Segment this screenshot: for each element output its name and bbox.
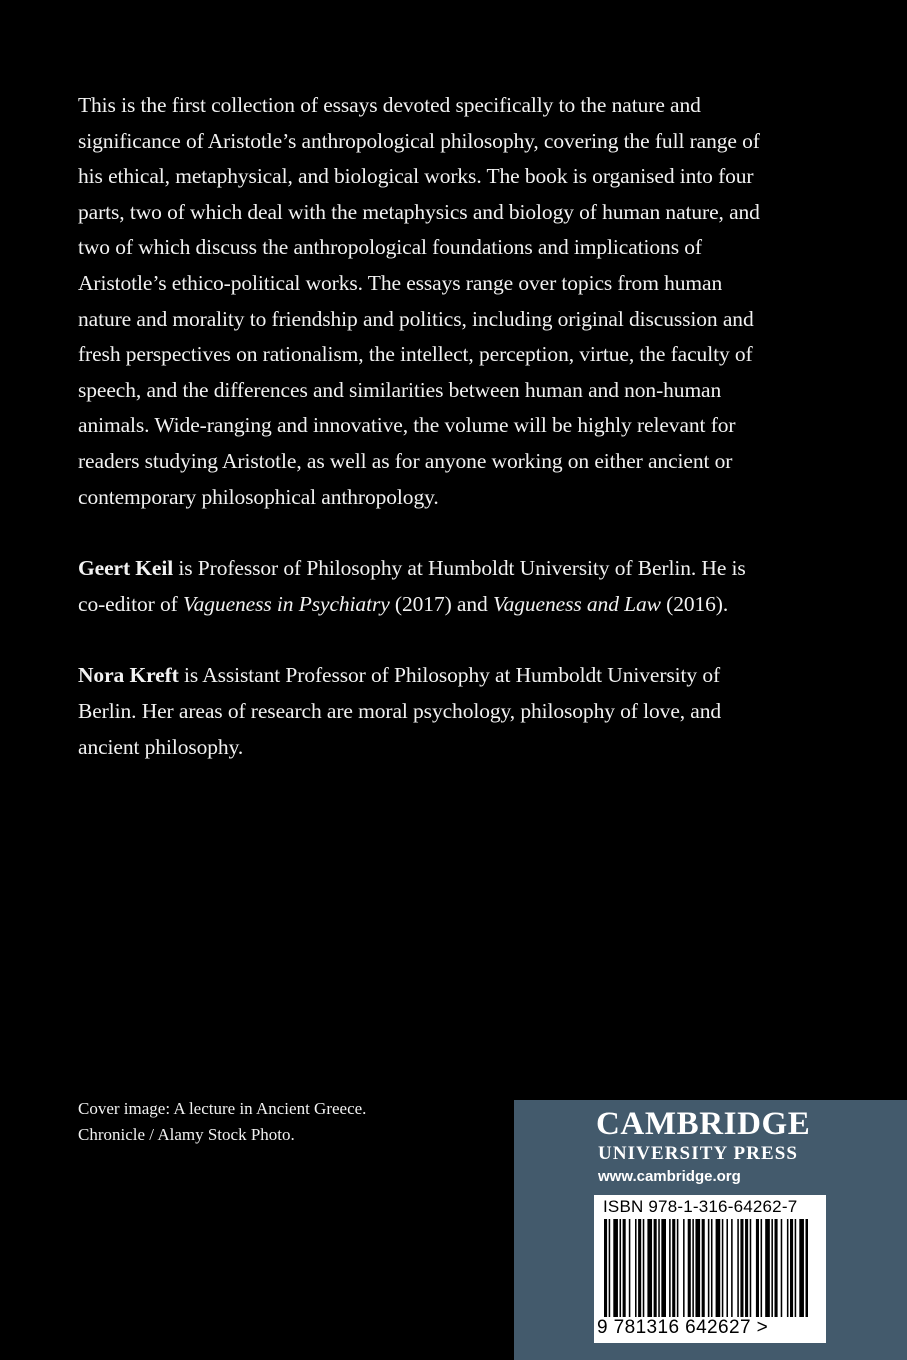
book-description: This is the first collection of essays devoted specifically to the nature and significance of Aristotle’s anthropological philosophy, covering the full range of his ethical, metaphysical, and biological works. The book is organised into four parts, two of which deal with the metaphysics and biology of human nature, and two of which discuss the anthropological foundations and implications of Aristotle’s ethico-political works. The essays range over topics from human nature and morality to friendship and politics, including original discussion and fresh perspectives on rationalism, the intellect, perception, virtue, the faculty of speech, and the differences and similarities between human and non-human animals. Wide-ranging and innovative, the volume will be highly relevant for readers studying Aristotle, as well as for anyone working on either ancient or contemporary philosophical anthropology. <box>78 93 760 509</box>
bio-text: (2017) and <box>389 591 493 616</box>
barcode-bar <box>726 1219 728 1317</box>
barcode-bar <box>745 1219 748 1317</box>
barcode-bar <box>781 1219 783 1317</box>
barcode-bars-graphic <box>604 1219 808 1317</box>
barcode-bar <box>695 1219 700 1317</box>
barcode-bar <box>708 1219 710 1317</box>
barcode-bar <box>647 1219 652 1317</box>
editor-name-kreft: Nora Kreft <box>78 663 179 688</box>
barcode-bar <box>761 1219 763 1317</box>
book-title: Vagueness in Psychiatry <box>182 591 390 616</box>
barcode-bar <box>702 1219 705 1317</box>
barcode-bar <box>635 1219 637 1317</box>
bio-text: is Professor of Philosophy at Humboldt University of Berlin. He is co-editor of <box>78 556 746 616</box>
editor-name-keil: Geert Keil <box>78 556 174 581</box>
barcode-bar <box>790 1219 793 1317</box>
barcode-bar <box>756 1219 759 1317</box>
barcode-bar <box>775 1219 778 1317</box>
book-title: Vagueness and Law <box>492 591 661 616</box>
barcode-bar <box>658 1219 660 1317</box>
barcode-bar <box>799 1219 804 1317</box>
barcode-bar <box>683 1219 685 1317</box>
barcode-bar <box>737 1219 739 1317</box>
barcode-digits: 9 781316 642627 > <box>597 1317 769 1338</box>
publisher-logo-name: CAMBRIDGE <box>596 1106 811 1142</box>
barcode-bar <box>672 1219 675 1317</box>
barcode-bar <box>669 1219 671 1317</box>
barcode-bar <box>711 1219 713 1317</box>
editor-bio-keil <box>78 551 778 622</box>
publisher-url: www.cambridge.org <box>598 1168 741 1185</box>
barcode-bar <box>623 1219 626 1317</box>
back-cover-text <box>78 88 778 765</box>
barcode <box>594 1195 826 1343</box>
publisher-panel <box>514 1100 907 1360</box>
barcode-bar <box>771 1219 773 1317</box>
barcode-bar <box>629 1219 631 1317</box>
barcode-bar <box>692 1219 694 1317</box>
credit-line: Cover image: A lecture in Ancient Greece. <box>78 1099 367 1118</box>
bio-text: is Assistant Professor of Philosophy at Humboldt University of Berlin. Her areas of research are moral psychology, philosophy of love, and ancient philosophy. <box>78 663 722 759</box>
cover-image-credit <box>78 1096 478 1148</box>
barcode-bar <box>620 1219 622 1317</box>
barcode-bar <box>677 1219 679 1317</box>
isbn-label: ISBN 978-1-316-64262-7 <box>603 1197 798 1216</box>
barcode-bar <box>765 1219 770 1317</box>
barcode-bar <box>654 1219 657 1317</box>
barcode-bar <box>643 1219 645 1317</box>
credit-line: Chronicle / Alamy Stock Photo. <box>78 1125 295 1144</box>
barcode-bar <box>722 1219 724 1317</box>
barcode-bar <box>613 1219 618 1317</box>
barcode-bar <box>795 1219 797 1317</box>
barcode-bar <box>750 1219 752 1317</box>
barcode-bar <box>731 1219 733 1317</box>
barcode-bar <box>740 1219 743 1317</box>
barcode-bar <box>806 1219 809 1317</box>
bio-text: (2016). <box>660 591 729 616</box>
barcode-bar <box>787 1219 789 1317</box>
barcode-bars <box>604 1219 808 1317</box>
barcode-bar <box>638 1219 641 1317</box>
barcode-bar <box>609 1219 611 1317</box>
barcode-bar <box>716 1219 721 1317</box>
barcode-bar <box>604 1219 607 1317</box>
editor-bio-kreft <box>78 658 778 765</box>
barcode-bar <box>688 1219 691 1317</box>
barcode-bar <box>661 1219 666 1317</box>
publisher-press: UNIVERSITY PRESS <box>598 1143 799 1164</box>
